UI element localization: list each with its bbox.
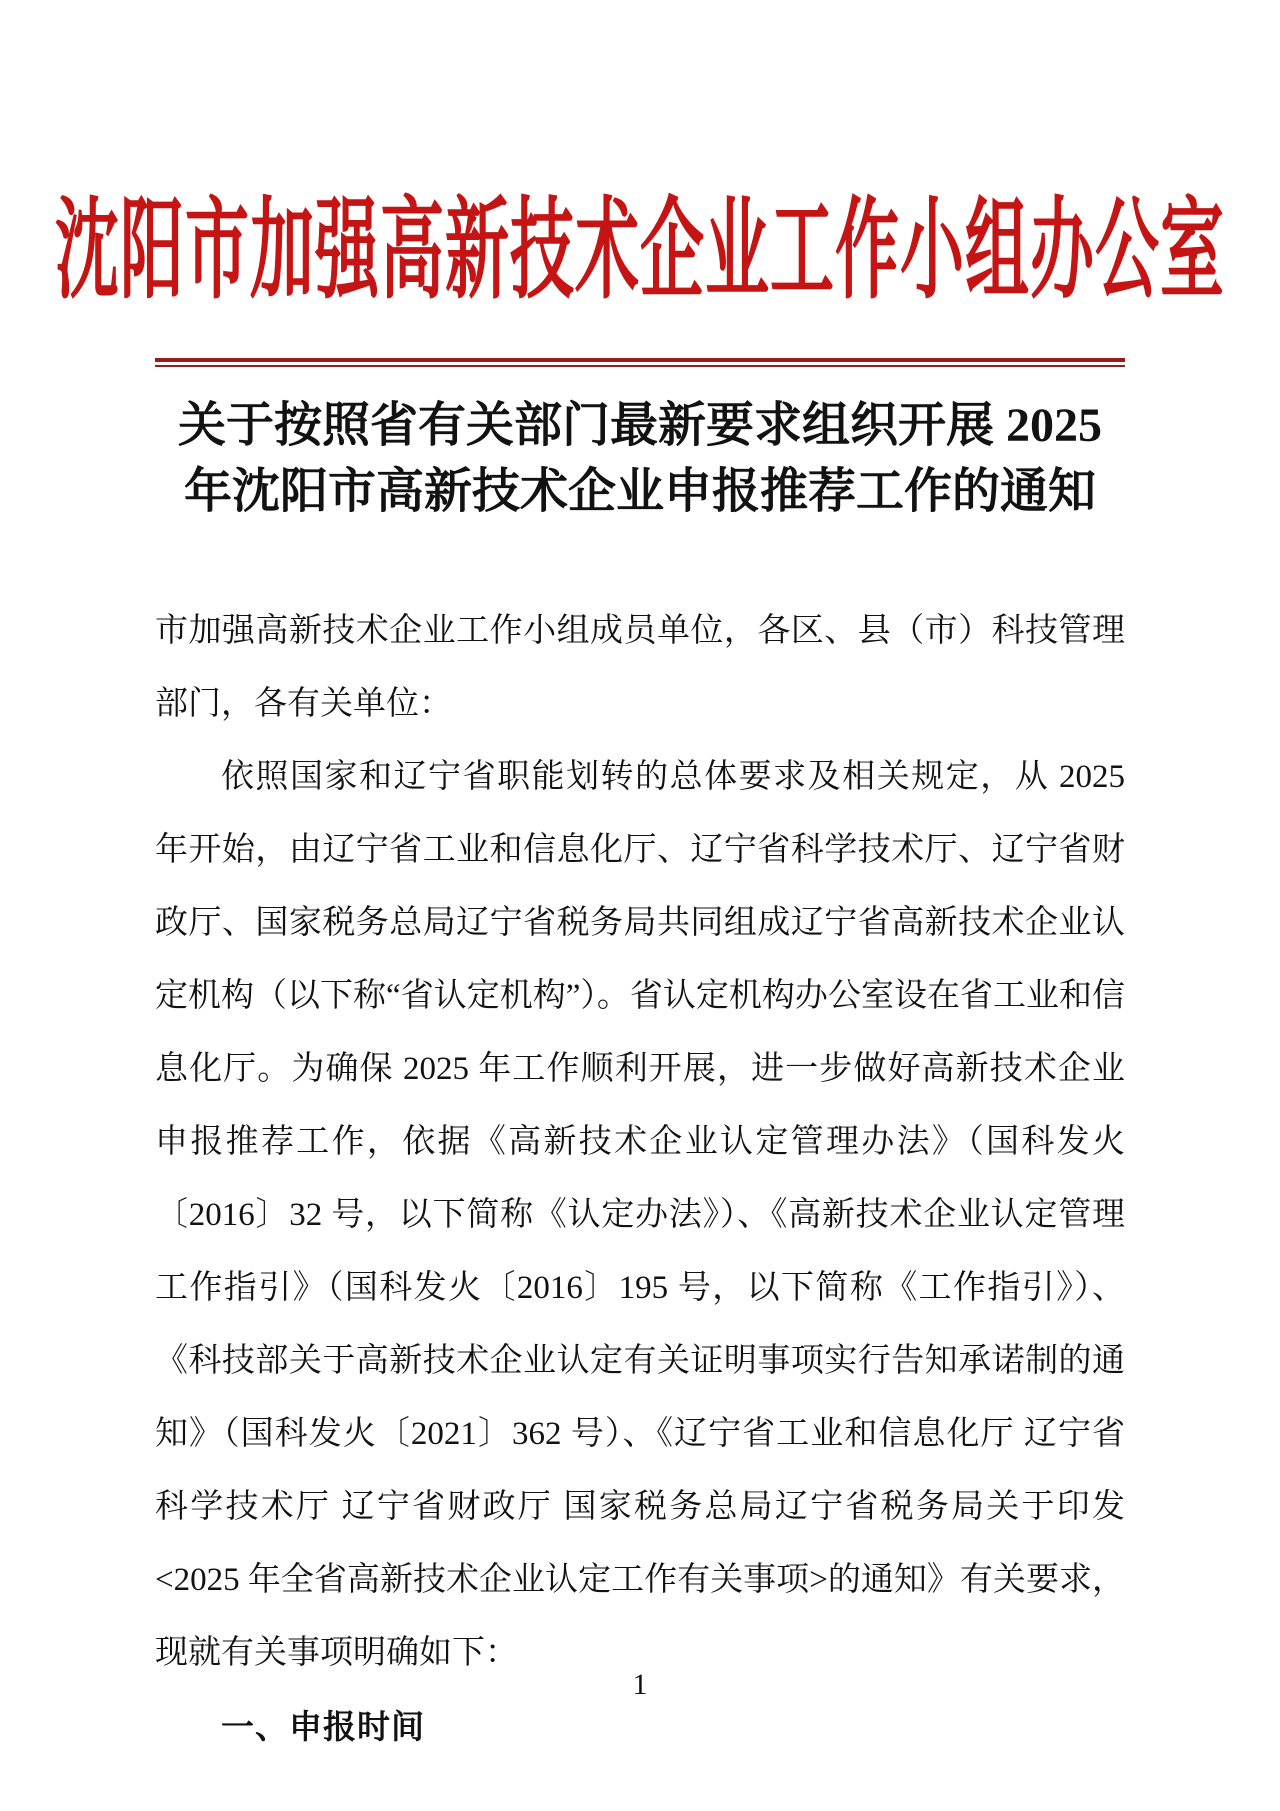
page-number: 1	[632, 1668, 648, 1701]
masthead-title: 沈阳市加强高新技术企业工作小组办公室	[55, 190, 1225, 313]
salutation: 市加强高新技术企业工作小组成员单位，各区、县（市）科技管理部门，各有关单位：	[155, 613, 1125, 722]
masthead-double-rule	[155, 358, 1125, 367]
document-title-line1: 关于按照省有关部门最新要求组织开展 2025	[177, 399, 1102, 452]
document-body	[155, 595, 1125, 1763]
rule-thin	[155, 365, 1125, 367]
masthead-row	[55, 186, 1225, 318]
section-heading-application-time: 一、申报时间	[221, 1708, 425, 1745]
red-letterhead	[0, 186, 1280, 367]
document-title-line2: 年沈阳市高新技术企业申报推荐工作的通知	[183, 465, 1096, 518]
body-paragraph: 依照国家和辽宁省职能划转的总体要求及相关规定，从 2025 年开始，由辽宁省工业和信息化厅、辽宁省科学技术厅、辽宁省财政厅、国家税务总局辽宁省税务局共同组成辽宁省高新技术企业认定机构（以下称“省认定机构”）。省认定机构办公室设在省工业和信息化厅。为确保 2025 年工作顺利开展，进一步做好高新技术企业申报推荐工作，依据《高新技术企业认定管理办法》（国科发火〔2016〕32 号，以下简称《认定办法》）、《高新技术企业认定管理工作指引》（国科发火〔2016〕195 号，以下简称《工作指引》）、《科技部关于高新技术企业认定有关证明事项实行告知承诺制的通知》（国科发火〔2021〕362 号）、《辽宁省工业和信息化厅 辽宁省科学技术厅 辽宁省财政厅 国家税务总局辽宁省税务局关于印发<2025 年全省高新技术企业认定工作有关事项>的通知》有关要求，现就有关事项明确如下：	[155, 759, 1126, 1671]
document-title	[155, 393, 1125, 525]
